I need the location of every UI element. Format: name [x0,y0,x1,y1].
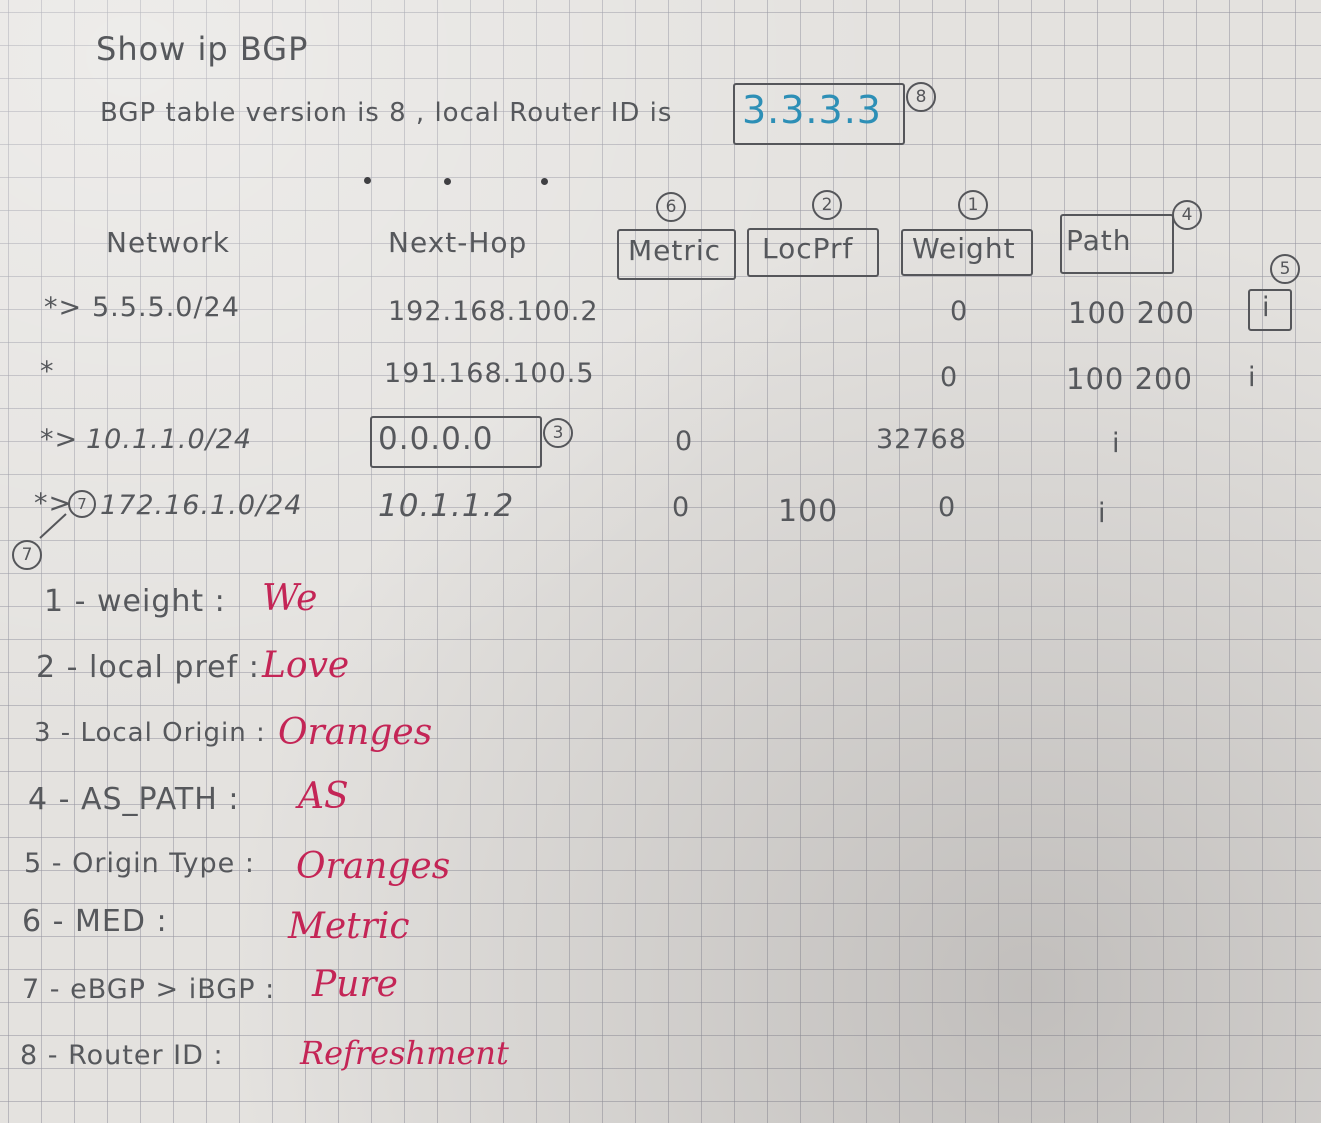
marker-3: 3 [543,418,573,448]
marker-2: 2 [812,190,842,220]
row-status: *> [40,424,79,455]
row-path: 100 200 [1066,362,1193,396]
legend-label-3: 3 - Local Origin : [34,718,266,748]
header-metric: Metric [628,234,722,267]
marker-7-pointer [0,0,120,600]
row-network: 5.5.5.0/24 [92,292,240,323]
legend-mnemonic-4: AS [298,776,349,817]
legend-label-6: 6 - MED : [22,904,168,939]
header-locprf: LocPrf [762,232,854,265]
header-weight: Weight [912,232,1016,265]
legend-label-7: 7 - eBGP > iBGP : [22,974,276,1005]
marker-7: 7 [12,540,42,570]
row-status: *> [34,488,73,519]
header-path: Path [1066,224,1132,257]
row-metric: 0 [675,426,694,457]
row-origin: i [1112,428,1121,459]
header-network: Network [106,226,230,259]
row-weight: 32768 [876,424,967,455]
row-weight: 0 [940,362,959,393]
router-id-value: 3.3.3.3 [742,88,882,132]
legend-mnemonic-8: Refreshment [300,1034,509,1072]
page-title: Show ip BGP [96,30,309,68]
legend-label-4: 4 - AS_PATH : [28,782,240,817]
legend-label-8: 8 - Router ID : [20,1040,224,1071]
row-status: * [40,356,55,387]
row-path: 100 200 [1068,296,1195,330]
marker-6: 6 [656,192,686,222]
marker-1: 1 [958,190,988,220]
legend-mnemonic-3: Oranges [278,712,433,753]
legend-mnemonic-1: We [262,578,318,619]
legend-mnemonic-7: Pure [312,964,398,1005]
legend-label-2: 2 - local pref : [36,650,260,685]
row-origin: i [1098,498,1107,529]
marker-5: 5 [1270,254,1300,284]
row-next-hop: 0.0.0.0 [378,421,494,457]
legend-label-1: 1 - weight : [44,584,226,619]
marker-8: 8 [906,82,936,112]
row-metric: 0 [672,492,691,523]
legend-mnemonic-6: Metric [288,906,410,947]
row-weight: 0 [950,296,969,327]
row-network: 10.1.1.0/24 [86,424,253,455]
row-locprf: 100 [778,494,839,529]
row-next-hop: 191.168.100.5 [384,358,595,389]
legend-label-5: 5 - Origin Type : [24,848,255,879]
row-next-hop: 192.168.100.2 [388,296,599,327]
legend-mnemonic-2: Love [262,645,350,686]
row-weight: 0 [938,492,957,523]
row-next-hop: 10.1.1.2 [378,488,515,524]
header-next-hop: Next-Hop [388,226,528,259]
row-status: *> [44,292,83,323]
legend-mnemonic-5: Oranges [296,846,451,887]
table-info-text: BGP table version is 8 , local Router ID is [100,98,673,128]
row-network: 172.16.1.0/24 [100,490,303,521]
row-origin: i [1262,292,1271,323]
row-origin: i [1248,362,1257,393]
marker-4: 4 [1172,200,1202,230]
ellipsis-dot [444,178,451,185]
ellipsis-dot [364,177,371,184]
marker-7-small: 7 [68,490,96,518]
ellipsis-dot [541,178,548,185]
